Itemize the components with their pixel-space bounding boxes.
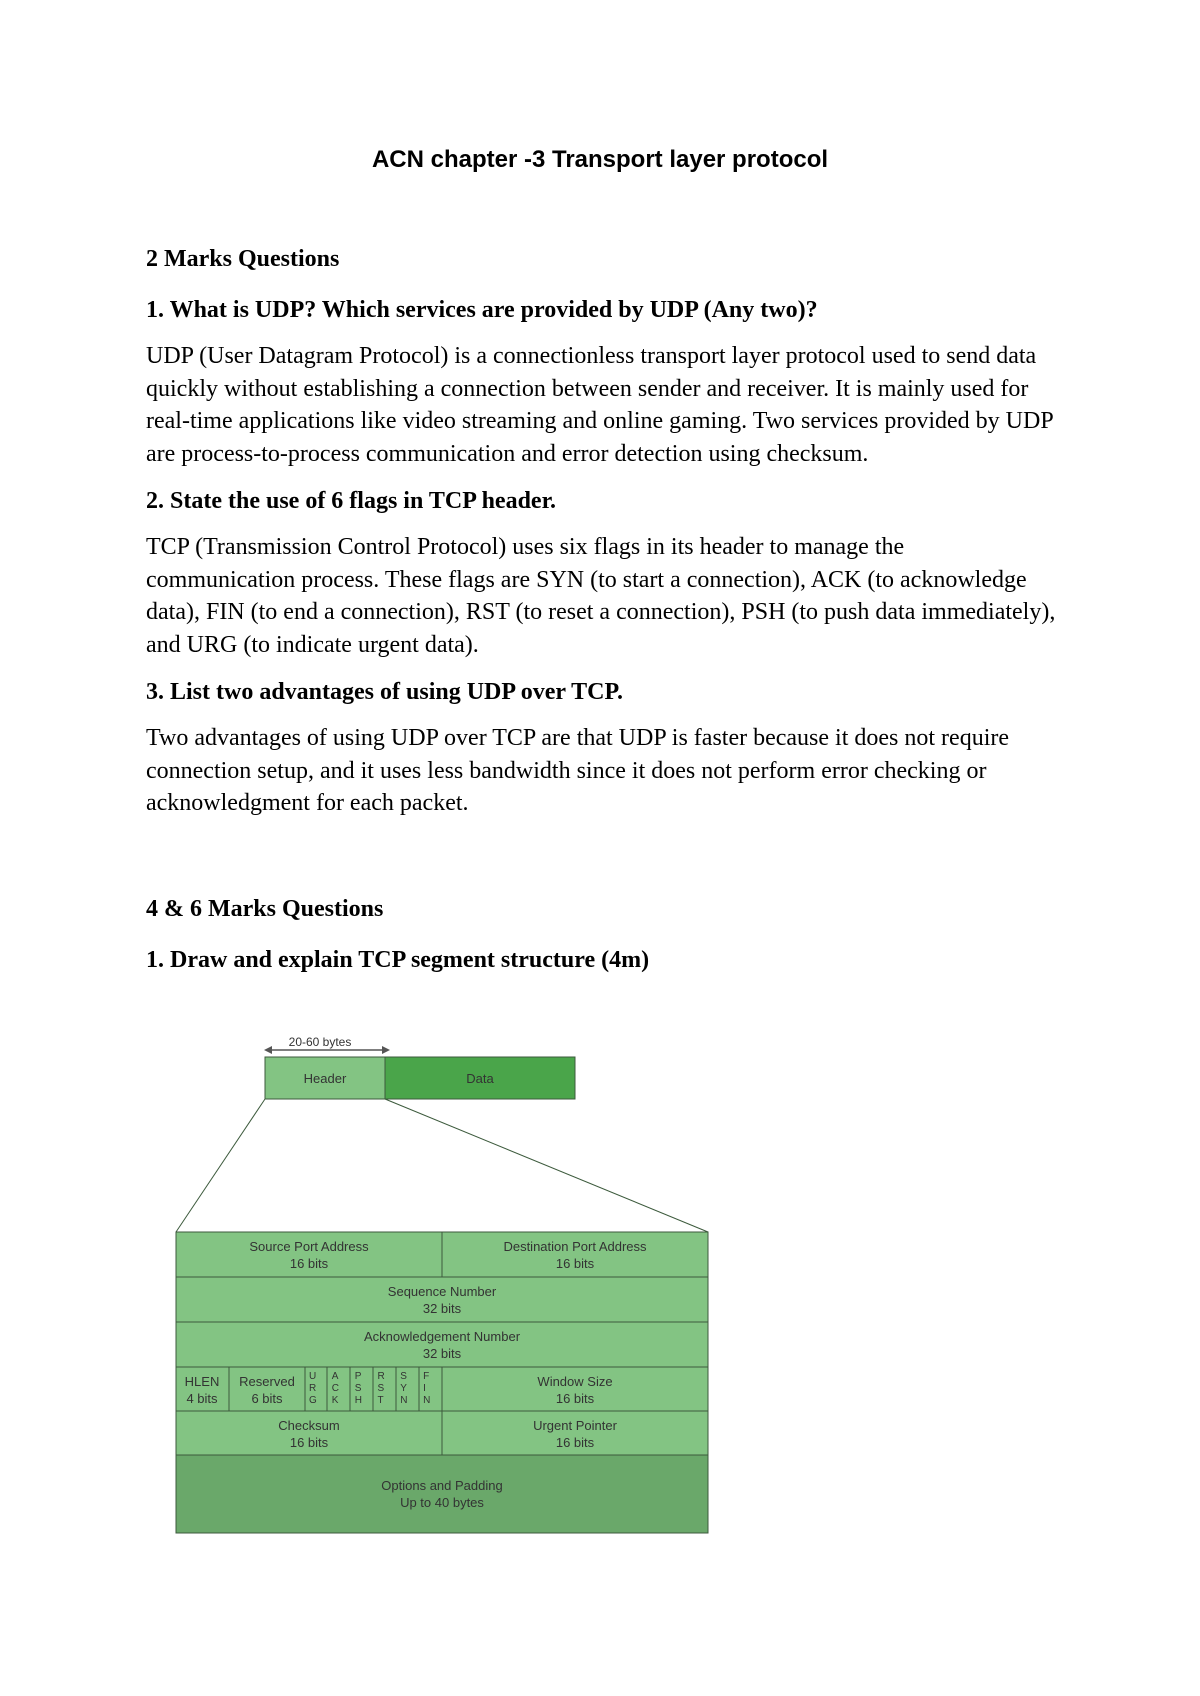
flag-letter: S: [377, 1383, 385, 1394]
section-heading: 4 & 6 Marks Questions: [146, 895, 384, 922]
flag-letter: N: [400, 1395, 408, 1406]
flag-letter: C: [331, 1383, 340, 1394]
section-heading: 2 Marks Questions: [146, 246, 340, 272]
flag-letter: R: [377, 1371, 385, 1382]
dest-port-bits: 16 bits: [555, 1256, 595, 1271]
flag-letter: T: [377, 1395, 384, 1406]
options-label: Options and Padding: [381, 1478, 503, 1493]
document-body: [146, 244, 1056, 990]
ack-number-bits: 32 bits: [422, 1346, 462, 1361]
question-heading: 2. State the use of 6 flags in TCP header.: [146, 488, 557, 514]
answer-paragraph: UDP (User Datagram Protocol) is a connectionless transport layer protocol used to send data quickly without establishing a connection between sender and receiver. It is mainly used for real-time applications like video streaming and online gaming. Two services provided by UDP are process-to-process communication and error detection using checksum.: [146, 343, 1053, 467]
tcp-segment-diagram: [172, 1034, 722, 1544]
urgent-pointer-label: Urgent Pointer: [533, 1418, 617, 1433]
flag-letter: Y: [400, 1383, 407, 1394]
flag-letter: F: [423, 1371, 430, 1382]
options-size: Up to 40 bytes: [400, 1495, 484, 1510]
flag-letter: I: [423, 1383, 426, 1394]
flag-letter: U: [309, 1371, 317, 1382]
urgent-pointer-bits: 16 bits: [555, 1435, 595, 1450]
dest-port-label: Destination Port Address: [503, 1239, 647, 1254]
hlen-bits: 4 bits: [186, 1391, 218, 1406]
flag-letter: P: [354, 1371, 362, 1382]
flag-letter: S: [354, 1383, 362, 1394]
answer-paragraph: TCP (Transmission Control Protocol) uses six flags in its header to manage the communication process. These flags are SYN (to start a connection), ACK (to acknowledge data), FIN (to end a connection), RST (to reset a connection), PSH (to push data immediately), and URG (to indicate urgent data).: [146, 534, 1056, 658]
sequence-number-bits: 32 bits: [422, 1301, 462, 1316]
flag-letter: A: [331, 1371, 339, 1382]
header-label: Header: [303, 1071, 347, 1086]
sequence-number-label: Sequence Number: [387, 1284, 497, 1299]
question-heading: 1. What is UDP? Which services are provided by UDP (Any two)?: [146, 297, 818, 323]
window-size-label: Window Size: [537, 1374, 613, 1389]
reserved-label: Reserved: [239, 1374, 295, 1389]
question-heading: 1. Draw and explain TCP segment structure (4m): [146, 946, 650, 973]
zoom-line-left: [176, 1099, 265, 1232]
options-block: [176, 1455, 708, 1533]
checksum-bits: 16 bits: [289, 1435, 329, 1450]
flag-letter: N: [423, 1395, 431, 1406]
flag-letter: S: [400, 1371, 407, 1382]
zoom-line-right: [385, 1099, 708, 1232]
window-size-bits: 16 bits: [555, 1391, 595, 1406]
question-heading: 3. List two advantages of using UDP over TCP.: [146, 679, 623, 705]
data-label: Data: [466, 1071, 494, 1086]
source-port-bits: 16 bits: [289, 1256, 329, 1271]
hlen-label: HLEN: [184, 1374, 220, 1389]
flag-letter: H: [354, 1395, 362, 1406]
answer-paragraph: Two advantages of using UDP over TCP are that UDP is faster because it does not require connection setup, and it uses less bandwidth since it does not perform error checking or acknowledgment for each packet.: [146, 725, 1010, 816]
source-port-label: Source Port Address: [249, 1239, 369, 1254]
flag-letter: G: [309, 1395, 317, 1406]
size-label: 20-60 bytes: [288, 1035, 352, 1049]
reserved-bits: 6 bits: [251, 1391, 283, 1406]
flag-letter: K: [331, 1395, 339, 1406]
page-title: ACN chapter -3 Transport layer protocol: [371, 146, 829, 173]
ack-number-label: Acknowledgement Number: [363, 1329, 521, 1344]
checksum-label: Checksum: [278, 1418, 340, 1433]
flag-letter: R: [309, 1383, 317, 1394]
